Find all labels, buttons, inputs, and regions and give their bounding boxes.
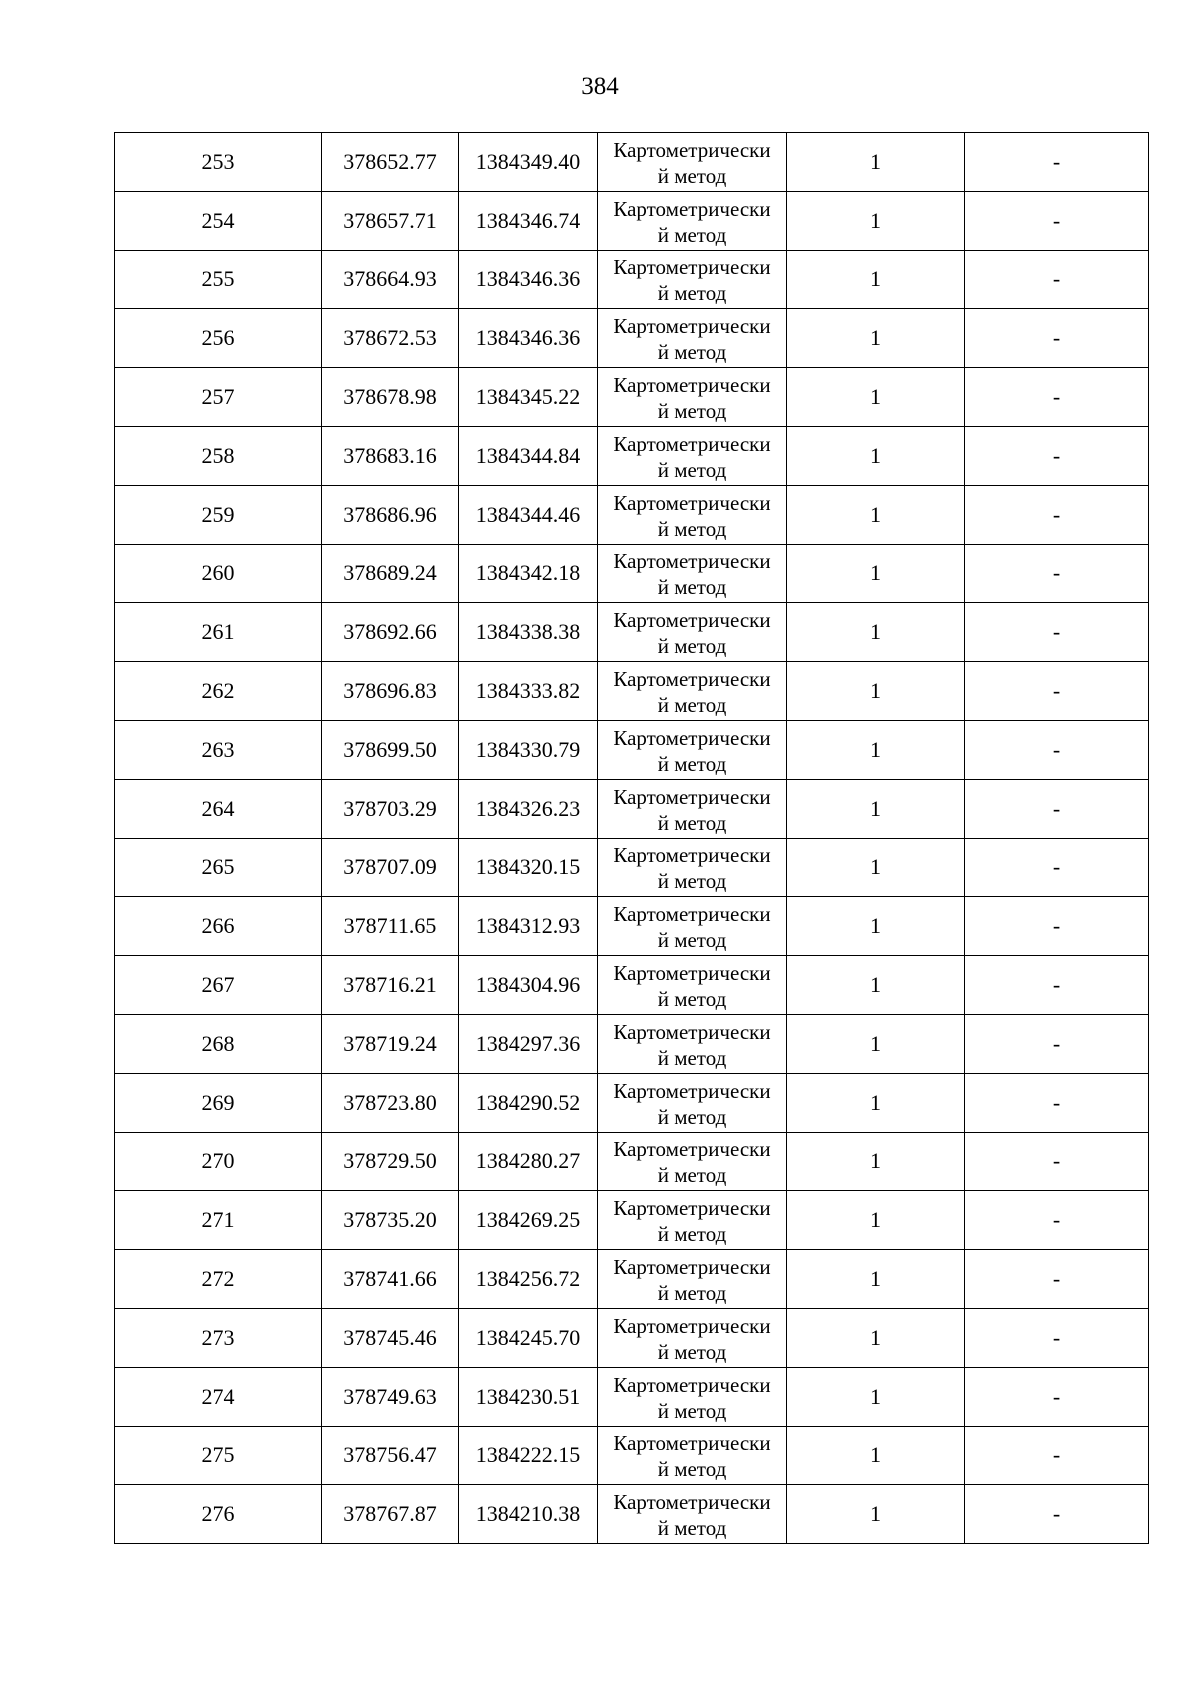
note-cell: - [965, 368, 1149, 427]
method-text-line2: й метод [657, 987, 727, 1012]
note-cell: - [965, 1250, 1149, 1309]
table-row [115, 309, 1149, 368]
method-text-line1: Картометрически [613, 431, 771, 456]
y-coordinate-cell: 1384256.72 [459, 1250, 598, 1309]
note-cell: - [965, 133, 1149, 192]
note-cell: - [965, 1308, 1149, 1367]
y-coordinate-cell: 1384297.36 [459, 1014, 598, 1073]
point-number-cell: 263 [115, 720, 322, 779]
y-coordinate-cell: 1384210.38 [459, 1485, 598, 1544]
x-coordinate-cell: 378749.63 [322, 1367, 459, 1426]
x-coordinate-cell: 378692.66 [322, 603, 459, 662]
method-text-line2: й метод [657, 1104, 727, 1129]
method-text-line2: й метод [657, 1163, 727, 1188]
x-coordinate-cell: 378729.50 [322, 1132, 459, 1191]
x-coordinate-cell: 378699.50 [322, 720, 459, 779]
table-row [115, 250, 1149, 309]
method-text-line1: Картометрически [613, 373, 771, 398]
point-number-cell: 266 [115, 897, 322, 956]
table-row [115, 1308, 1149, 1367]
accuracy-cell: 1 [787, 1132, 965, 1191]
accuracy-cell: 1 [787, 1367, 965, 1426]
table-row [115, 897, 1149, 956]
coordinates-table [114, 132, 1149, 1544]
method-cell [598, 1250, 787, 1309]
method-text-line2: й метод [657, 457, 727, 482]
table-row [115, 1250, 1149, 1309]
method-text-line1: Картометрически [613, 725, 771, 750]
table-row [115, 1426, 1149, 1485]
note-cell: - [965, 603, 1149, 662]
point-number-cell: 268 [115, 1014, 322, 1073]
note-cell: - [965, 838, 1149, 897]
x-coordinate-cell: 378756.47 [322, 1426, 459, 1485]
method-text-line1: Картометрически [613, 1255, 771, 1280]
accuracy-cell: 1 [787, 897, 965, 956]
method-text-line2: й метод [657, 1339, 727, 1364]
method-cell [598, 1367, 787, 1426]
method-text-line1: Картометрически [613, 784, 771, 809]
method-text-line1: Картометрически [613, 255, 771, 280]
method-cell [598, 250, 787, 309]
table-row [115, 133, 1149, 192]
y-coordinate-cell: 1384312.93 [459, 897, 598, 956]
x-coordinate-cell: 378689.24 [322, 544, 459, 603]
x-coordinate-cell: 378711.65 [322, 897, 459, 956]
method-text-line2: й метод [657, 163, 727, 188]
table-row [115, 485, 1149, 544]
note-cell: - [965, 1014, 1149, 1073]
method-text-line1: Картометрически [613, 1196, 771, 1221]
note-cell: - [965, 1485, 1149, 1544]
method-text-line1: Картометрически [613, 1372, 771, 1397]
method-text-line2: й метод [657, 1222, 727, 1247]
table-row [115, 838, 1149, 897]
x-coordinate-cell: 378723.80 [322, 1073, 459, 1132]
x-coordinate-cell: 378707.09 [322, 838, 459, 897]
point-number-cell: 273 [115, 1308, 322, 1367]
method-cell [598, 956, 787, 1015]
method-text-line1: Картометрически [613, 667, 771, 692]
point-number-cell: 265 [115, 838, 322, 897]
method-text-line1: Картометрически [613, 902, 771, 927]
x-coordinate-cell: 378657.71 [322, 191, 459, 250]
method-cell [598, 1073, 787, 1132]
coordinates-table-body [115, 133, 1149, 1544]
x-coordinate-cell: 378735.20 [322, 1191, 459, 1250]
accuracy-cell: 1 [787, 544, 965, 603]
x-coordinate-cell: 378716.21 [322, 956, 459, 1015]
note-cell: - [965, 1073, 1149, 1132]
table-row [115, 544, 1149, 603]
note-cell: - [965, 1191, 1149, 1250]
note-cell: - [965, 1367, 1149, 1426]
method-text-line2: й метод [657, 340, 727, 365]
method-text-line2: й метод [657, 281, 727, 306]
method-text-line1: Картометрически [613, 196, 771, 221]
point-number-cell: 253 [115, 133, 322, 192]
method-text-line2: й метод [657, 1281, 727, 1306]
x-coordinate-cell: 378719.24 [322, 1014, 459, 1073]
point-number-cell: 271 [115, 1191, 322, 1250]
accuracy-cell: 1 [787, 1485, 965, 1544]
accuracy-cell: 1 [787, 956, 965, 1015]
point-number-cell: 254 [115, 191, 322, 250]
method-text-line1: Картометрически [613, 549, 771, 574]
note-cell: - [965, 779, 1149, 838]
y-coordinate-cell: 1384222.15 [459, 1426, 598, 1485]
note-cell: - [965, 250, 1149, 309]
x-coordinate-cell: 378696.83 [322, 662, 459, 721]
point-number-cell: 255 [115, 250, 322, 309]
method-cell [598, 191, 787, 250]
table-row [115, 1132, 1149, 1191]
point-number-cell: 257 [115, 368, 322, 427]
method-text-line1: Картометрически [613, 137, 771, 162]
point-number-cell: 260 [115, 544, 322, 603]
y-coordinate-cell: 1384304.96 [459, 956, 598, 1015]
accuracy-cell: 1 [787, 1308, 965, 1367]
point-number-cell: 272 [115, 1250, 322, 1309]
x-coordinate-cell: 378745.46 [322, 1308, 459, 1367]
method-cell [598, 368, 787, 427]
table-row [115, 1014, 1149, 1073]
method-text-line2: й метод [657, 634, 727, 659]
accuracy-cell: 1 [787, 250, 965, 309]
accuracy-cell: 1 [787, 368, 965, 427]
x-coordinate-cell: 378686.96 [322, 485, 459, 544]
method-text-line2: й метод [657, 575, 727, 600]
y-coordinate-cell: 1384280.27 [459, 1132, 598, 1191]
y-coordinate-cell: 1384338.38 [459, 603, 598, 662]
accuracy-cell: 1 [787, 133, 965, 192]
point-number-cell: 276 [115, 1485, 322, 1544]
accuracy-cell: 1 [787, 485, 965, 544]
y-coordinate-cell: 1384290.52 [459, 1073, 598, 1132]
point-number-cell: 274 [115, 1367, 322, 1426]
note-cell: - [965, 662, 1149, 721]
table-row [115, 1073, 1149, 1132]
note-cell: - [965, 1426, 1149, 1485]
note-cell: - [965, 720, 1149, 779]
x-coordinate-cell: 378678.98 [322, 368, 459, 427]
y-coordinate-cell: 1384346.36 [459, 250, 598, 309]
accuracy-cell: 1 [787, 838, 965, 897]
table-row [115, 368, 1149, 427]
table-row [115, 1367, 1149, 1426]
table-row [115, 1485, 1149, 1544]
accuracy-cell: 1 [787, 1250, 965, 1309]
y-coordinate-cell: 1384326.23 [459, 779, 598, 838]
table-row [115, 779, 1149, 838]
method-text-line2: й метод [657, 1457, 727, 1482]
point-number-cell: 258 [115, 426, 322, 485]
method-text-line1: Картометрически [613, 1431, 771, 1456]
method-text-line2: й метод [657, 751, 727, 776]
method-text-line1: Картометрически [613, 1490, 771, 1515]
method-text-line2: й метод [657, 693, 727, 718]
note-cell: - [965, 956, 1149, 1015]
accuracy-cell: 1 [787, 720, 965, 779]
y-coordinate-cell: 1384245.70 [459, 1308, 598, 1367]
y-coordinate-cell: 1384346.36 [459, 309, 598, 368]
accuracy-cell: 1 [787, 603, 965, 662]
method-text-line1: Картометрически [613, 1019, 771, 1044]
method-text-line1: Картометрически [613, 1078, 771, 1103]
point-number-cell: 259 [115, 485, 322, 544]
x-coordinate-cell: 378767.87 [322, 1485, 459, 1544]
y-coordinate-cell: 1384344.46 [459, 485, 598, 544]
method-cell [598, 779, 787, 838]
method-cell [598, 544, 787, 603]
method-cell [598, 309, 787, 368]
method-text-line1: Картометрически [613, 608, 771, 633]
method-cell [598, 838, 787, 897]
accuracy-cell: 1 [787, 1426, 965, 1485]
method-text-line2: й метод [657, 1045, 727, 1070]
method-text-line1: Картометрически [613, 1137, 771, 1162]
y-coordinate-cell: 1384342.18 [459, 544, 598, 603]
x-coordinate-cell: 378652.77 [322, 133, 459, 192]
y-coordinate-cell: 1384269.25 [459, 1191, 598, 1250]
point-number-cell: 270 [115, 1132, 322, 1191]
method-cell [598, 1014, 787, 1073]
note-cell: - [965, 191, 1149, 250]
note-cell: - [965, 897, 1149, 956]
note-cell: - [965, 426, 1149, 485]
table-row [115, 956, 1149, 1015]
method-cell [598, 1132, 787, 1191]
page-number: 384 [581, 73, 619, 100]
x-coordinate-cell: 378703.29 [322, 779, 459, 838]
point-number-cell: 269 [115, 1073, 322, 1132]
method-text-line1: Картометрически [613, 843, 771, 868]
method-cell [598, 897, 787, 956]
method-cell [598, 720, 787, 779]
point-number-cell: 261 [115, 603, 322, 662]
y-coordinate-cell: 1384230.51 [459, 1367, 598, 1426]
accuracy-cell: 1 [787, 779, 965, 838]
method-text-line1: Картометрически [613, 314, 771, 339]
table-row [115, 426, 1149, 485]
note-cell: - [965, 309, 1149, 368]
accuracy-cell: 1 [787, 309, 965, 368]
accuracy-cell: 1 [787, 662, 965, 721]
method-cell [598, 1191, 787, 1250]
table-row [115, 720, 1149, 779]
table-row [115, 603, 1149, 662]
accuracy-cell: 1 [787, 1191, 965, 1250]
method-cell [598, 662, 787, 721]
method-text-line2: й метод [657, 516, 727, 541]
y-coordinate-cell: 1384344.84 [459, 426, 598, 485]
x-coordinate-cell: 378672.53 [322, 309, 459, 368]
x-coordinate-cell: 378683.16 [322, 426, 459, 485]
point-number-cell: 264 [115, 779, 322, 838]
method-text-line2: й метод [657, 1398, 727, 1423]
method-cell [598, 133, 787, 192]
note-cell: - [965, 1132, 1149, 1191]
note-cell: - [965, 485, 1149, 544]
method-cell [598, 1308, 787, 1367]
method-cell [598, 1485, 787, 1544]
method-cell [598, 603, 787, 662]
method-text-line2: й метод [657, 810, 727, 835]
table-row [115, 1191, 1149, 1250]
accuracy-cell: 1 [787, 191, 965, 250]
point-number-cell: 275 [115, 1426, 322, 1485]
method-text-line2: й метод [657, 222, 727, 247]
point-number-cell: 262 [115, 662, 322, 721]
method-text-line2: й метод [657, 869, 727, 894]
point-number-cell: 256 [115, 309, 322, 368]
method-text-line1: Картометрически [613, 1313, 771, 1338]
method-text-line2: й метод [657, 399, 727, 424]
y-coordinate-cell: 1384345.22 [459, 368, 598, 427]
table-row [115, 662, 1149, 721]
x-coordinate-cell: 378741.66 [322, 1250, 459, 1309]
method-cell [598, 485, 787, 544]
note-cell: - [965, 544, 1149, 603]
accuracy-cell: 1 [787, 1014, 965, 1073]
x-coordinate-cell: 378664.93 [322, 250, 459, 309]
y-coordinate-cell: 1384349.40 [459, 133, 598, 192]
y-coordinate-cell: 1384346.74 [459, 191, 598, 250]
y-coordinate-cell: 1384320.15 [459, 838, 598, 897]
accuracy-cell: 1 [787, 1073, 965, 1132]
y-coordinate-cell: 1384330.79 [459, 720, 598, 779]
method-cell [598, 426, 787, 485]
method-text-line2: й метод [657, 928, 727, 953]
table-row [115, 191, 1149, 250]
method-cell [598, 1426, 787, 1485]
y-coordinate-cell: 1384333.82 [459, 662, 598, 721]
method-text-line1: Картометрически [613, 961, 771, 986]
accuracy-cell: 1 [787, 426, 965, 485]
method-text-line2: й метод [657, 1516, 727, 1541]
point-number-cell: 267 [115, 956, 322, 1015]
method-text-line1: Картометрически [613, 490, 771, 515]
